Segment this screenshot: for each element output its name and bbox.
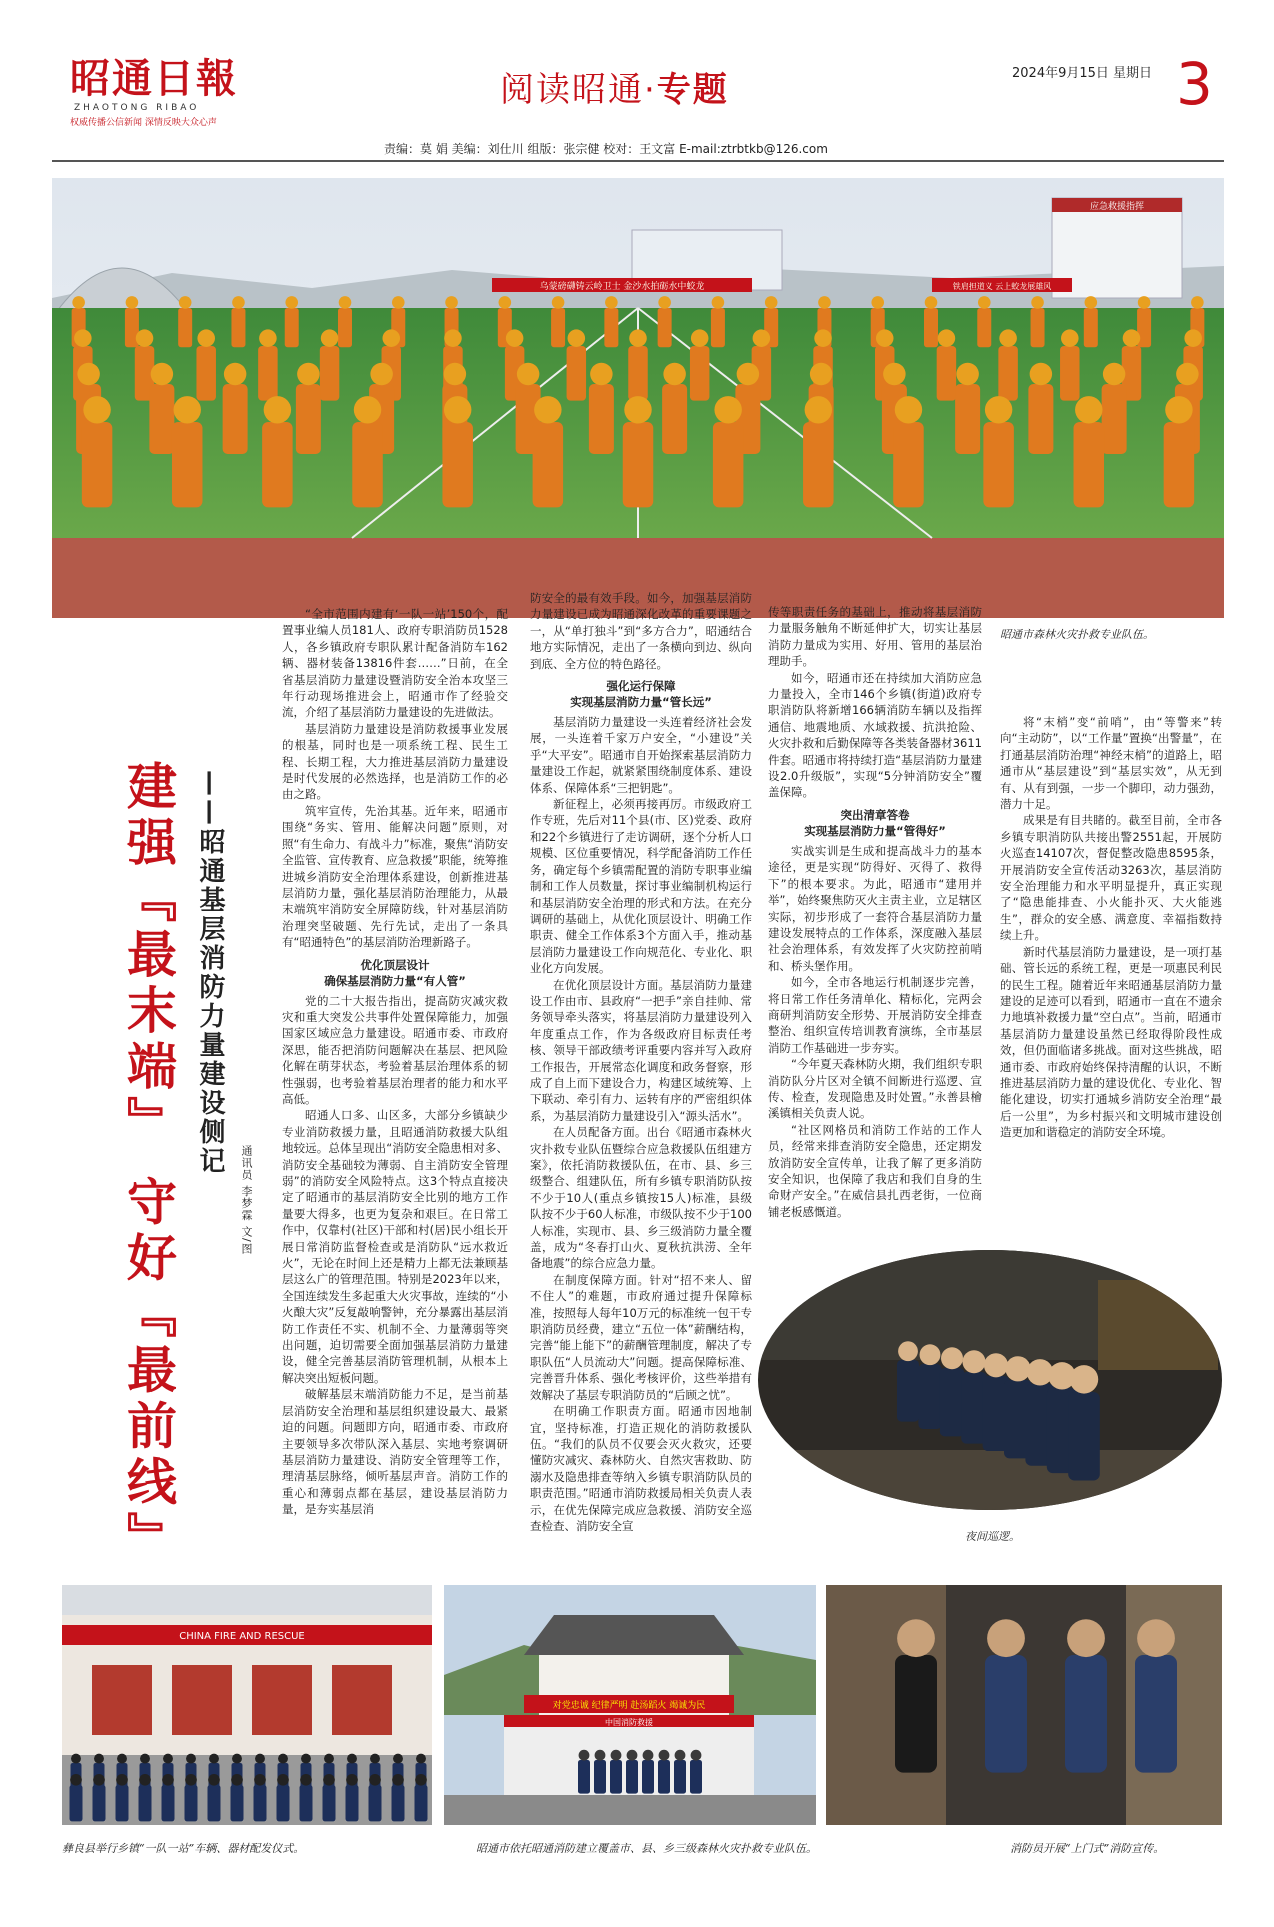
article-title: 建强『最末端』 守好『最前线』 <box>119 760 177 1568</box>
ceremony-member <box>323 1774 336 1821</box>
outreach-person <box>1065 1619 1107 1772</box>
firefighter <box>296 363 321 454</box>
ceremony-member <box>369 1774 382 1821</box>
crew-member <box>658 1750 670 1794</box>
article-column-3 <box>768 604 982 1244</box>
bottom-caption-3: 消防员开展“上门式”消防宣传。 <box>1010 1842 1165 1855</box>
night-photo-caption: 夜间巡逻。 <box>965 1530 1020 1543</box>
photo-banner-right: 铁肩担道义 云上蛟龙展雄风 <box>952 282 1052 291</box>
firefighter <box>231 296 245 347</box>
header-rule <box>52 160 1224 162</box>
patrol-officer <box>897 1341 919 1421</box>
firefighter <box>1074 396 1105 507</box>
firefighter <box>662 363 687 454</box>
masthead-title: 昭通日報 <box>70 55 238 102</box>
ceremony-member <box>415 1774 428 1821</box>
firefighter <box>82 396 113 507</box>
firefighter <box>320 329 340 400</box>
paragraph: 在优化顶层设计方面。基层消防力量建设工作由市、县政府“一把手”亲自挂帅、常务领导牵头落实，将基层消防力量建设列入年度重点工作，作为各级政府目标责任考核、领导干部政绩考评重要内容并写入政府工作报告，开展常态化调度和政务督察，形成了自上而下建设合力，构建区域统筹、上下联动、牵引有力、运转有序的严密组织体系，为基层消防力量建设引入“源头活水”。 <box>530 977 752 1123</box>
paragraph: 基层消防力量建设是消防救援事业发展的根基，同时也是一项系统工程、民生工程、长期工程，大力推进基层消防力量建设是时代发展的必然选择，也是消防工作的必由之路。 <box>282 721 508 802</box>
editor-credits: 责编：莫 娟 美编：刘仕川 组版：张宗健 校对：王文富 E-mail:ztrbtkb@126.com <box>384 142 828 156</box>
bottom-photo-station <box>444 1585 816 1825</box>
firefighter <box>533 396 564 507</box>
photo-banner-left: 乌蒙磅礴铸云岭卫士 金沙水拍砺水中蛟龙 <box>539 282 705 292</box>
ceremony-member <box>185 1774 198 1821</box>
section-subhead: 强化运行保障 实现基层消防力量“管长远” <box>570 679 712 710</box>
photo-building-sign: 应急救援指挥 <box>1089 202 1145 212</box>
article-column-1 <box>282 606 508 1561</box>
paragraph: 破解基层末端消防能力不足，是当前基层消防安全治理和基层组织建设最大、最紧迫的问题。问题即方向，昭通市委、市政府主要领导多次带队深入基层、实地考察调研基层消防力量建设、消防安全管理等工作，理清基层脉络，倾听基层声音。消防工作的重心和薄弱点都在基层，建设基层消防力量，是夯实基层消 <box>282 1387 508 1517</box>
crew-member <box>594 1750 606 1794</box>
crew-member <box>610 1750 622 1794</box>
issue-date: 2024年9月15日 星期日 <box>1012 66 1153 81</box>
crew-member <box>642 1750 654 1794</box>
firefighter <box>983 396 1014 507</box>
paragraph: 基层消防力量建设一头连着经济社会发展，一头连着千家万户安全，“小建设”关乎“大平安”。昭通市自开始探索基层消防力量建设工作起，就紧紧围绕制度体系、建设体系、保障体系“三把钥匙”。 <box>530 715 752 795</box>
paragraph: 如今，昭通市还在持续加大消防应急力量投入，全市146个乡镇(街道)政府专职消防队将新增166辆消防车辆以及指挥通信、地震地质、水域救援、抗洪抢险、火灾扑救和后勤保障等各类装备器材3611件套。昭通市将持续打造“基层消防力量建设2.0升级版”，实现“5分钟消防安全”覆盖保障。 <box>768 670 982 800</box>
night-patrol-photo <box>758 1250 1222 1510</box>
firefighter <box>1102 363 1127 454</box>
firefighter <box>690 329 710 400</box>
firefighter <box>178 296 192 347</box>
outreach-person <box>985 1619 1027 1772</box>
ceremony-member <box>346 1774 359 1821</box>
ceremony-member <box>116 1774 129 1821</box>
ceremony-member <box>392 1774 405 1821</box>
firefighter <box>223 363 248 454</box>
section-title-special: 专题 <box>656 70 729 110</box>
paragraph: 将“末梢”变“前哨”，由“等警来”转向“主动防”，以“工作量”置换“出警量”，在打通基层消防治理“神经末梢”的道路上，昭通市从“基层建设”到“基层实效”，从无到有、从有到强，一步一个脚印，动力强劲，潜力十足。 <box>1000 715 1222 812</box>
firefighter <box>551 296 565 347</box>
patrol-officer <box>1068 1365 1100 1480</box>
firefighter <box>172 396 203 507</box>
firefighter <box>803 396 834 507</box>
crew-member <box>626 1750 638 1794</box>
ceremony-member <box>277 1774 290 1821</box>
firefighter <box>1028 363 1053 454</box>
firefighter <box>924 296 938 347</box>
bottom-caption-2: 昭通市依托昭通消防建立覆盖市、县、乡三级森林火灾扑救专业队伍。 <box>476 1842 817 1855</box>
house-banner: 对党忠诚 纪律严明 赴汤蹈火 竭诚为民 <box>552 1701 706 1711</box>
article-column-2 <box>530 590 752 1562</box>
ceremony-member <box>139 1774 152 1821</box>
firefighter <box>628 329 648 400</box>
firefighter <box>623 396 654 507</box>
outreach-person <box>1135 1619 1177 1772</box>
firefighter <box>893 396 924 507</box>
crew-member <box>578 1750 590 1794</box>
firefighter <box>589 363 614 454</box>
page-number: 3 <box>1176 50 1213 118</box>
ceremony-member <box>300 1774 313 1821</box>
firefighter <box>977 296 991 347</box>
paragraph: 党的二十大报告指出，提高防灾减灾救灾和重大突发公共事件处置保障能力，加强国家区域应急力量建设。昭通市委、市政府深思，能否把消防问题解决在基层、把风险化解在萌芽状态，考验着基层治理体系的韧性强弱，也考验着基层治理者的能力和水平高低。 <box>282 993 508 1106</box>
ceremony-member <box>208 1774 221 1821</box>
masthead-pinyin: ZHAOTONG RIBAO <box>74 103 200 113</box>
paragraph: 在明确工作职责方面。昭通市因地制宜，坚持标准，打造正规化的消防救援队伍。“我们的队员不仅要会灭火救灾，还要懂防灾减灾、森林防火、自然灾害救助、防溺水及隐患排查等纳入乡镇专职消防队员的职责范围。”昭通市消防救援局相关负责人表示，在优先保障完成应急救援、消防安全巡查检查、消防安全宣 <box>530 1404 752 1533</box>
firefighter <box>713 396 744 507</box>
paragraph: “全市范围内建有‘一队一站’150个，配置事业编人员181人、政府专职消防员1528人，各乡镇政府专职队累计配备消防车162辆、器材装备13816件套……”日前，在全省基层消防力量建设暨消防安全治本攻坚三年行动现场推进会上，昭通市作了经验交流，介绍了基层消防力量建设的先进做法。 <box>282 607 508 720</box>
top-photo-caption: 昭通市森林火灾扑救专业队伍。 <box>1000 628 1154 641</box>
paragraph: 在制度保障方面。针对“招不来人、留不住人”的难题，市政府通过提升保障标准，按照每人每年10万元的标准统一包干专职消防员经费，建立“五位一体”薪酬结构，完善“能上能下”的薪酬管理制度，解决了专职队伍“人员流动大”问题。提高保障标准、完善晋升体系、强化考核评价，这些举措有效解决了基层专职消防员的“后顾之忧”。 <box>530 1272 752 1402</box>
ceremony-member <box>70 1774 83 1821</box>
paragraph: 新时代基层消防力量建设，是一项打基础、管长远的系统工程，更是一项惠民利民的民生工程。随着近年来昭通基层消防力量建设的足迹可以看到，昭通市一直在不遗余力地填补救援力量“空白点”。当前，昭通市基层消防力量建设虽然已经取得阶段性成效，但仍面临诸多挑战。面对这些挑战，昭通市委、市政府始终保持清醒的认识，不断推进基层消防力量的建设优化、专业化、智能化建设，切实打通城乡消防安全治理“最后一公里”，为乡村振兴和文明城市建设创造更加和谐稳定的消防安全环境。 <box>1000 944 1222 1140</box>
station-sign-1: CHINA FIRE AND RESCUE <box>179 1631 305 1642</box>
firefighter <box>1164 396 1195 507</box>
paragraph: 昭通人口多、山区多，大部分乡镇缺少专业消防救援力量，且昭通消防救援大队组地较远。总体呈现出“消防安全隐患相对多、消防安全基础较为薄弱、自主消防安全管理弱”的消防安全风险特点。这3个特点直接决定了昭通市的基层消防安全比别的地方工作量要大得多，也更为复杂和艰巨。在日常工作中，仅靠村(社区)干部和村(居)民小组长开展日常消防监督检查或是消防队“远水救近火”，无论在时间上还是精力上都无法兼顾基层这么广的管理范围。特别是2023年以来，全国连续发生多起重大火灾事故，连续的“小火酿大灾”反复敲响警钟，充分暴露出基层消防工作责任不实、机制不全、力量薄弱等突出问题，迫切需要全面加强基层消防力量建设，健全完善基层消防管理机制，从根本上解决突出短板问题。 <box>282 1108 508 1385</box>
firefighter <box>955 363 980 454</box>
firefighter <box>1031 296 1045 347</box>
crew-member <box>690 1750 702 1794</box>
article-subtitle: ——昭通基层消防力量建设侧记 <box>195 770 225 1176</box>
station-sign-2: 中国消防救援 <box>605 1718 653 1727</box>
firefighter <box>196 329 216 400</box>
article-byline: 通讯员 李梦霖 文/图 <box>240 1145 253 1255</box>
firefighter <box>604 296 618 347</box>
firefighter <box>285 296 299 347</box>
firefighter <box>442 396 473 507</box>
firefighter <box>658 296 672 347</box>
paragraph: 传等职责任务的基础上，推动将基层消防力量服务触角不断延伸扩大，切实让基层消防力量成为实用、好用、管用的基层治理助手。 <box>768 605 982 669</box>
firefighter <box>262 396 293 507</box>
paragraph: 新征程上，必须再接再厉。市级政府工作专班，先后对11个县(市、区)党委、政府和22个乡镇进行了走访调研，逐个分析人口规模、区位重要情况，科学配备消防工作任务，确定每个乡镇需配置的消防专职事业编制和工作人员数量，探讨事业编制机构运行和基层消防安全治理的形式和方法。在充分调研的基础上，从优化顶层设计、明确工作职责、健全工作体系3个方面入手，推动基层消防力量建设工作向规范化、专业化、职业化方向发展。 <box>530 797 752 976</box>
crew-member <box>674 1750 686 1794</box>
paragraph: 防安全的最有效手段。如今，加强基层消防力量建设已成为昭通深化改革的重要课题之一，从“单打独斗”到“多方合力”，昭通结合地方实际情况，走出了一条横向到边、纵向到底、全方位的特色路径。 <box>530 591 752 671</box>
paragraph: 筑牢宣传，先治其基。近年来，昭通市围绕“务实、管用、能解决问题”原则，对照“有生命力、有战斗力”标准，聚焦“消防安全监管、宣传教育、应急救援”职能，统筹推进城乡消防安全治理体系建设，创新推进基层消防力量，强化基层消防治理能力，从最末端筑牢消防安全屏障防线，针对基层消防治理突坚破题、先行先试，走出了一条具有“昭通特色”的基层消防治理新路子。 <box>282 803 508 950</box>
firefighter <box>1084 296 1098 347</box>
bottom-photo-outreach <box>826 1585 1222 1825</box>
article-column-4 <box>1000 714 1222 1244</box>
section-subhead: 突出清章答卷 实现基层消防力量“管得好” <box>804 807 946 838</box>
firefighter <box>711 296 725 347</box>
masthead-slogan: 权威传播公信新闻 深情反映大众心声 <box>70 118 217 128</box>
bottom-photo-ceremony <box>62 1585 432 1825</box>
paragraph: 成果是有目共睹的。截至目前，全市各乡镇专职消防队共接出警2551起，开展防火巡查14107次，督促整改隐患8595条，开展消防安全宣传活动3263次，基层消防安全治理能力和水平明显提升，真正实现了“隐患能排查、小火能扑灭、大火能逃生”，群众的安全感、满意度、幸福指数持续上升。 <box>1000 813 1222 943</box>
firefighter <box>998 329 1018 400</box>
bottom-caption-1: 彝良县举行乡镇“一队一站”车辆、器材配发仪式。 <box>62 1842 305 1855</box>
paragraph: 如今，全市各地运行机制逐步完善，将日常工作任务清单化、精标化，完两会商研判消防安全形势、开展消防安全排查整治、组织宣传培训教育演练，全市基层消防工作基础进一步夯实。 <box>768 975 982 1055</box>
ceremony-member <box>93 1774 106 1821</box>
firefighter <box>352 396 383 507</box>
masthead <box>70 55 270 128</box>
top-photo <box>52 178 1224 618</box>
ceremony-member <box>231 1774 244 1821</box>
firefighter <box>937 329 957 400</box>
section-title <box>500 62 729 111</box>
paragraph: 在人员配备方面。出台《昭通市森林火灾扑救专业队伍暨综合应急救援队伍组建方案》，依托消防救援队伍，在市、县、乡三级整合、组建队伍，所有乡镇专职消防队按不少于10人(重点乡镇按15人)标准，县级队按不少于60人标准，市级队按不少于100人标准，实现市、县、乡三级消防力量全覆盖，成为“冬春打山火、夏秋抗洪涝、全年备地震”的综合应急力量。 <box>530 1125 752 1271</box>
ceremony-member <box>254 1774 267 1821</box>
ceremony-member <box>162 1774 175 1821</box>
firefighter <box>338 296 352 347</box>
firefighter <box>149 363 174 454</box>
paragraph: “今年夏天森林防火期，我们组织专职消防队分片区对全镇不间断进行巡逻、宣传、检查，发现隐患及时处置。”永善县檜溪镇相关负责人说。 <box>768 1057 982 1121</box>
patrol-officer <box>918 1344 941 1429</box>
patrol-officer <box>940 1347 964 1436</box>
paragraph: 实战实训是生成和提高战斗力的基本途径，更是实现“防得好、灭得了、救得下”的根本要求。为此，昭通市“建用并举”，始终聚焦防灭火主责主业，立足辖区实际，初步形成了一套符合基层消防力量建设发展特点的工作体系，深度融入基层社会治理体系，有效发挥了火灾防控前哨和、桥头堡作用。 <box>768 843 982 973</box>
firefighter <box>258 329 278 400</box>
firefighter <box>1060 329 1080 400</box>
outreach-person <box>895 1619 937 1772</box>
paragraph: “社区网格员和消防工作站的工作人员，经常来排查消防安全隐患，还定期发放消防安全宣传单，让我了解了更多消防安全知识，也保障了我店和我们自身的生命财产安全。”在威信县扎西老街，一位商铺老板感慨道。 <box>768 1122 982 1219</box>
firefighter <box>567 329 587 400</box>
section-title-main: 阅读昭通· <box>500 70 657 110</box>
section-subhead: 优化顶层设计 确保基层消防力量“有人管” <box>324 957 466 988</box>
